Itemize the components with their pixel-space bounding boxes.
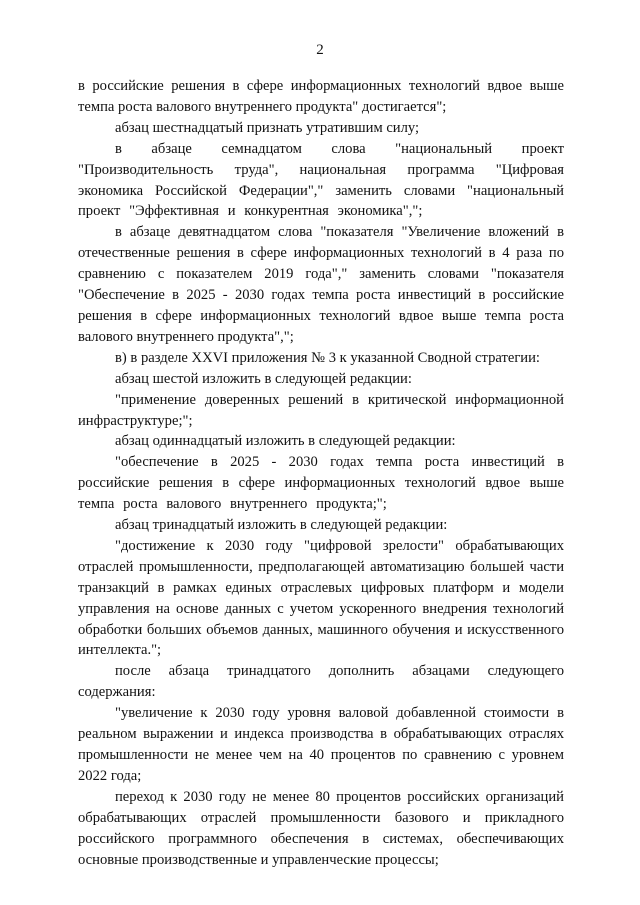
paragraph: "обеспечение в 2025 - 2030 годах темпа роста инвестиций в российские решения в сфере информационных технологий вдвое выше темпа роста валового внутреннего продукта;"; — [78, 454, 564, 513]
paragraph: в российские решения в сфере информационных технологий вдвое выше темпа роста валового внутреннего продукта" достигается"; — [78, 78, 564, 115]
paragraph: в) в разделе XXVI приложения № 3 к указанной Сводной стратегии: — [115, 349, 540, 366]
paragraph: абзац тринадцатый изложить в следующей редакции: — [115, 517, 448, 534]
paragraph: в абзаце девятнадцатом слова "показателя "Увеличение вложений в отечественные решения в сфере информационных технологий в 4 раза по сравнению с показателем 2019 года"," заменить словами "показателя "Обеспечение в 2025 - 2030 годах темпа роста инвестиций в российские решения в сфере информационных технологий вдвое выше темпа роста валового внутреннего продукта","; — [78, 224, 564, 345]
paragraph: абзац шестой изложить в следующей редакции: — [115, 370, 412, 387]
paragraph: после абзаца тринадцатого дополнить абзацами следующего содержания: — [78, 663, 564, 701]
paragraph: в абзаце семнадцатом слова "национальный проект "Производительность труда", национальная программа "Цифровая экономика Российской Федерации"," заменить словами "национальный проект "Эффективная и конкурентная экономика","; — [78, 140, 564, 220]
paragraph: "применение доверенных решений в критической информационной инфраструктуре;"; — [78, 391, 564, 429]
paragraph: "достижение к 2030 году "цифровой зрелости" обрабатывающих отраслей промышленности, предполагающей автоматизацию большей части транзакций в рамках единых отраслевых цифровых платформ и модели управления на основе данных с учетом ускоренного внедрения технологий обработки больших объемов данных, машинного обучения и искусственного интеллекта."; — [78, 537, 564, 659]
document-body — [78, 76, 564, 870]
paragraph: "увеличение к 2030 году уровня валовой добавленной стоимости в реальном выражении и индекса производства в обрабатывающих отраслях промышленности не менее чем на 40 процентов по сравнению с уровнем 2022 года; — [78, 705, 564, 784]
paragraph: абзац шестнадцатый признать утратившим силу; — [115, 119, 420, 136]
page-number: 2 — [316, 42, 324, 58]
paragraph: абзац одиннадцатый изложить в следующей редакции: — [115, 433, 456, 450]
paragraph: переход к 2030 году не менее 80 процентов российских организаций обрабатывающих отраслей промышленности базового и прикладного российского программного обеспечения в системах, обеспечивающих основные производственные и управленческие процессы; — [78, 788, 564, 868]
